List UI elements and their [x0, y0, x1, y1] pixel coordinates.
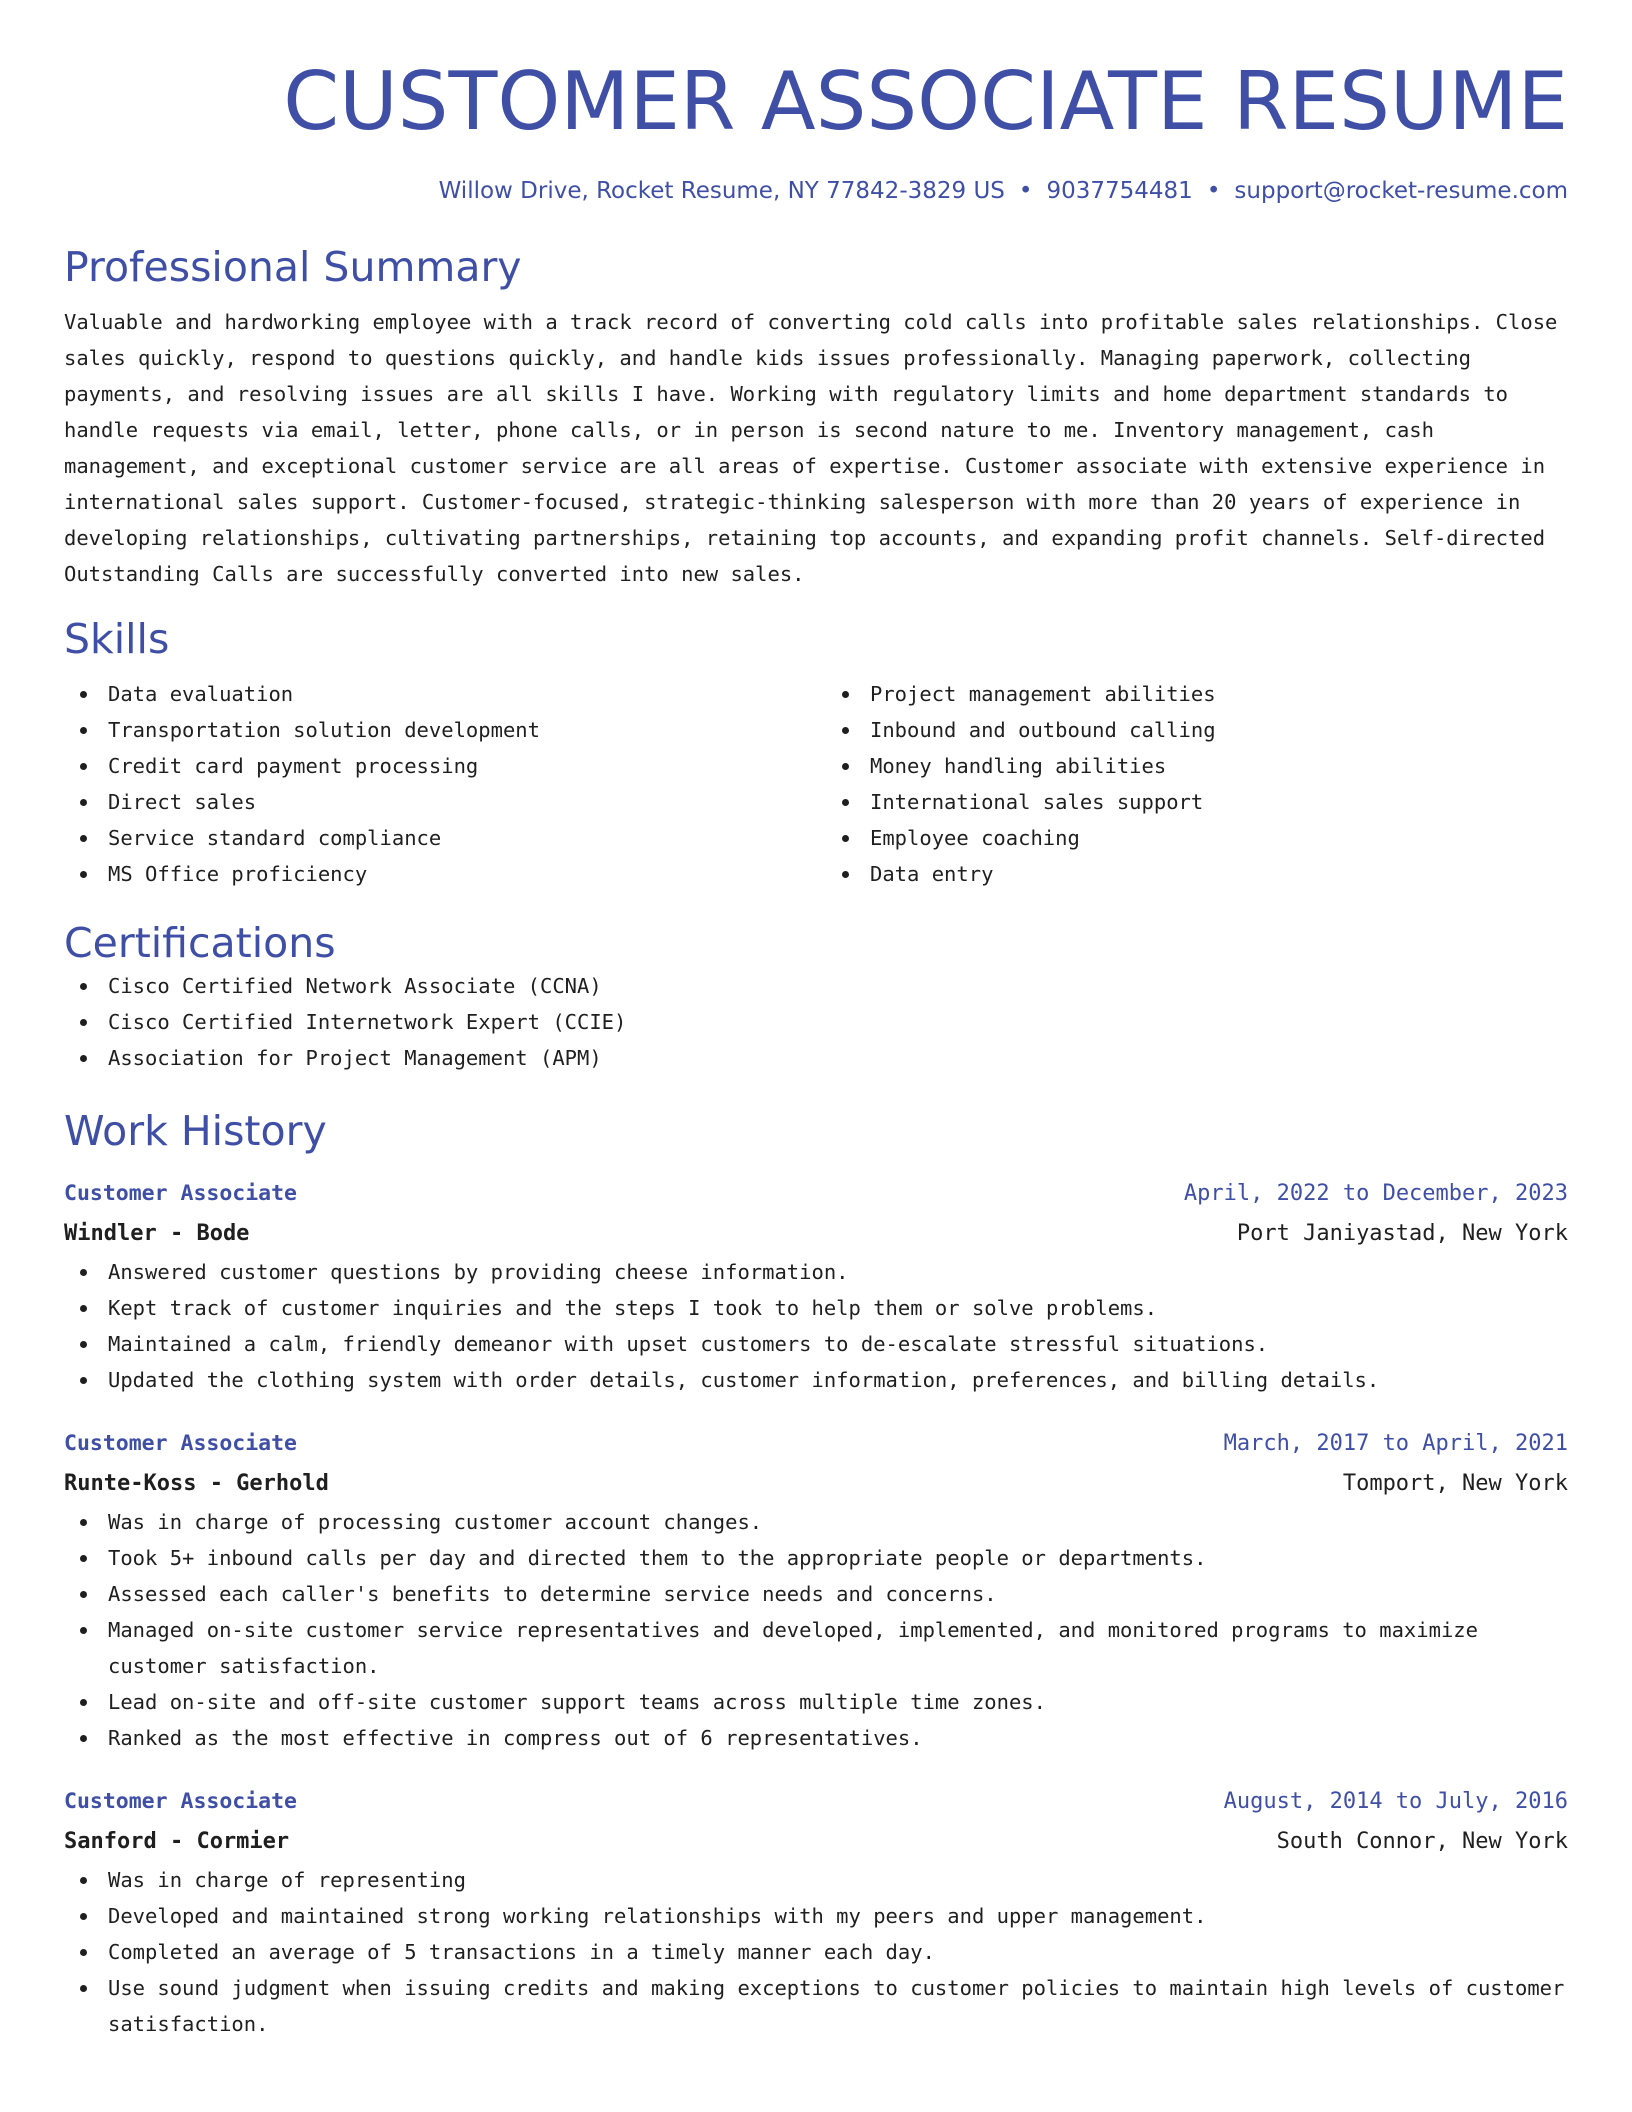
skill-item: International sales support: [826, 784, 1568, 820]
job-bullet: Use sound judgment when issuing credits and making exceptions to customer policies to maintain high levels of customer satisfaction.: [64, 1970, 1568, 2042]
job-header-row: [64, 1782, 1568, 1822]
contact-address: Willow Drive, Rocket Resume, NY 77842-3829 US: [438, 178, 1005, 204]
job-bullets: [64, 1254, 1568, 1398]
skill-item: Direct sales: [64, 784, 806, 820]
skill-item: MS Office proficiency: [64, 856, 806, 892]
section-title-work-history: Work History: [64, 1107, 327, 1155]
section-title-skills: Skills: [64, 615, 170, 663]
job-bullet: Lead on-site and off-site customer support teams across multiple time zones.: [64, 1684, 1568, 1720]
contact-line: [64, 176, 1568, 206]
job-dates: August, 2014 to July, 2016: [1223, 1789, 1568, 1814]
job-bullet: Took 5+ inbound calls per day and directed them to the appropriate people or departments.: [64, 1540, 1568, 1576]
job-entry: [64, 1782, 1568, 2042]
certification-item: Cisco Certified Internetwork Expert (CCIE): [64, 1004, 1568, 1040]
job-dates: March, 2017 to April, 2021: [1223, 1431, 1568, 1456]
skill-item: Employee coaching: [826, 820, 1568, 856]
skill-item: Transportation solution development: [64, 712, 806, 748]
job-bullet: Assessed each caller's benefits to determine service needs and concerns.: [64, 1576, 1568, 1612]
job-role: Customer Associate: [64, 1181, 297, 1206]
job-location: South Connor, New York: [1276, 1829, 1568, 1854]
job-role: Customer Associate: [64, 1789, 297, 1814]
skills-grid: [64, 676, 1568, 892]
job-location: Port Janiyastad, New York: [1236, 1221, 1568, 1246]
job-bullet: Completed an average of 5 transactions in a timely manner each day.: [64, 1934, 1568, 1970]
certifications-list: [64, 968, 1568, 1076]
job-dates: April, 2022 to December, 2023: [1183, 1181, 1568, 1206]
certification-item: Cisco Certified Network Associate (CCNA): [64, 968, 1568, 1004]
summary-text: Valuable and hardworking employee with a track record of converting cold calls into profitable sales relationships. Close sales quickly, respond to questions quickly, and handle kids issues professionally. Managing paperwork, collecting payments, and resolving issues are all skills I have. Working with regulatory limits and home department standards to handle requests via email, letter, phone calls, or in person is second nature to me. Inventory management, cash management, and exceptional customer service are all areas of expertise. Customer associate with extensive experience in international sales support. Customer-focused, strategic-thinking salesperson with more than 20 years of experience in developing relationships, cultivating partnerships, retaining top accounts, and expanding profit channels. Self-directed Outstanding Calls are successfully converted into new sales.: [64, 310, 1558, 586]
job-bullet: Maintained a calm, friendly demeanor with upset customers to de-escalate stressful situations.: [64, 1326, 1568, 1362]
contact-phone: 9037754481: [1046, 178, 1193, 204]
job-location: Tomport, New York: [1342, 1471, 1568, 1496]
contact-separator: •: [1018, 178, 1033, 204]
job-header-row: [64, 1174, 1568, 1214]
job-bullet: Developed and maintained strong working relationships with my peers and upper management.: [64, 1898, 1568, 1934]
job-company: Sanford - Cormier: [64, 1829, 290, 1854]
certification-item: Association for Project Management (APM): [64, 1040, 1568, 1076]
skill-item: Data evaluation: [64, 676, 806, 712]
skill-item: Project management abilities: [826, 676, 1568, 712]
job-bullet: Updated the clothing system with order details, customer information, preferences, and billing details.: [64, 1362, 1568, 1398]
resume-page: [64, 0, 1568, 2042]
section-title-certifications: Certifications: [64, 919, 336, 967]
job-bullet: Managed on-site customer service representatives and developed, implemented, and monitored programs to maximize customer satisfaction.: [64, 1612, 1568, 1684]
skill-item: Credit card payment processing: [64, 748, 806, 784]
job-entry: [64, 1424, 1568, 1756]
job-bullet: Was in charge of representing: [64, 1862, 1568, 1898]
job-entry: [64, 1174, 1568, 1398]
skill-item: Data entry: [826, 856, 1568, 892]
job-bullets: [64, 1862, 1568, 2042]
contact-email[interactable]: support@rocket-resume.com: [1234, 178, 1568, 204]
job-header-row: [64, 1424, 1568, 1464]
section-title-summary: Professional Summary: [64, 243, 522, 291]
contact-separator: •: [1206, 178, 1221, 204]
job-company-row: [64, 1822, 1568, 1862]
job-bullet: Ranked as the most effective in compress out of 6 representatives.: [64, 1720, 1568, 1756]
job-bullets: [64, 1504, 1568, 1756]
skill-item: Service standard compliance: [64, 820, 806, 856]
job-company: Windler - Bode: [64, 1221, 250, 1246]
job-company: Runte-Koss - Gerhold: [64, 1471, 329, 1496]
job-role: Customer Associate: [64, 1431, 297, 1456]
resume-title: CUSTOMER ASSOCIATE RESUME: [283, 55, 1568, 148]
job-bullet: Was in charge of processing customer account changes.: [64, 1504, 1568, 1540]
job-company-row: [64, 1214, 1568, 1254]
job-bullet: Answered customer questions by providing cheese information.: [64, 1254, 1568, 1290]
skills-list-left: [64, 676, 806, 892]
skill-item: Money handling abilities: [826, 748, 1568, 784]
skill-item: Inbound and outbound calling: [826, 712, 1568, 748]
skills-list-right: [826, 676, 1568, 892]
job-company-row: [64, 1464, 1568, 1504]
job-bullet: Kept track of customer inquiries and the steps I took to help them or solve problems.: [64, 1290, 1568, 1326]
